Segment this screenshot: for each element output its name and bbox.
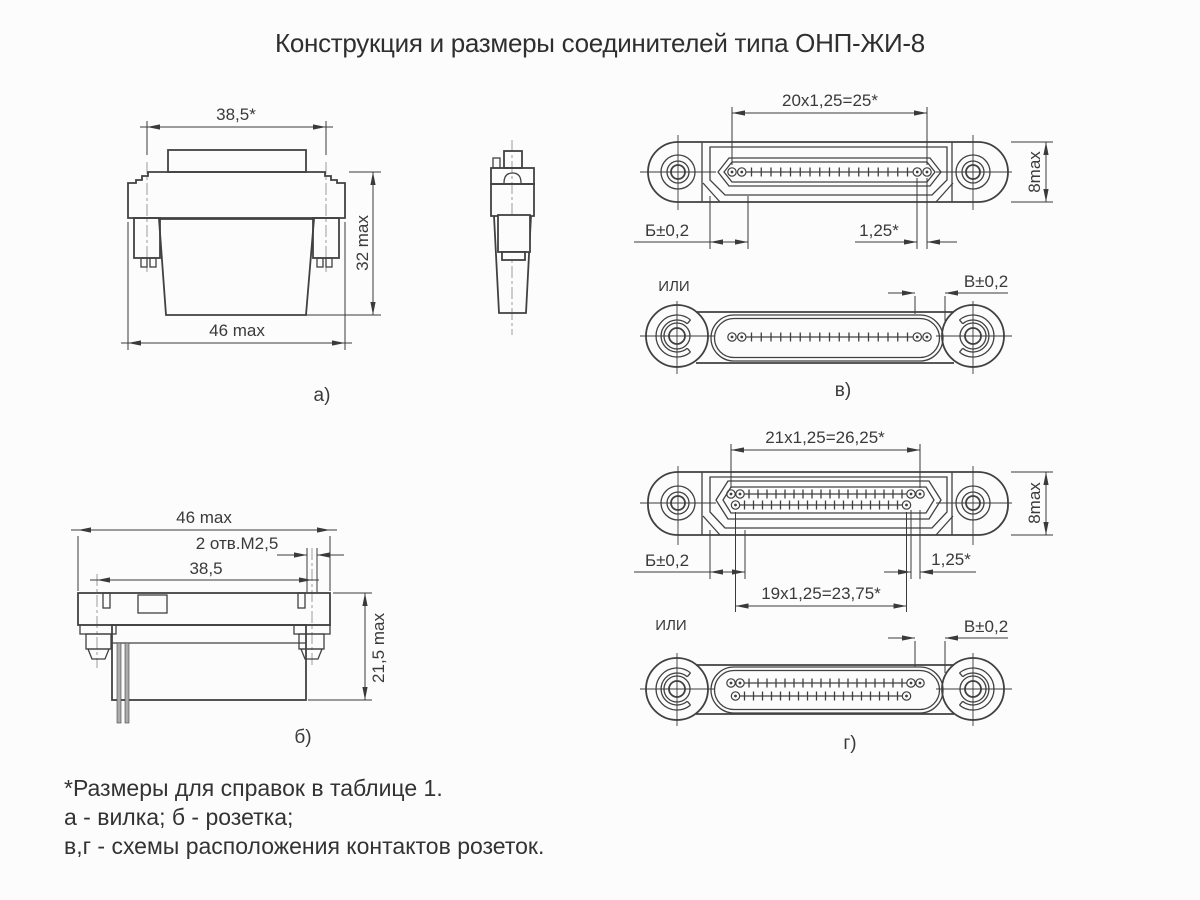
contact-row-g2-bottom	[731, 692, 910, 701]
contact-row-g1-bottom	[731, 501, 910, 510]
view-v-variant1	[634, 91, 1053, 249]
dim-v-v: В±0,2	[963, 272, 1009, 291]
dim-g-b: Б±0,2	[644, 551, 690, 570]
view-a-plug	[121, 105, 381, 406]
view-v-variant2	[640, 272, 1012, 401]
dim-a-height: 32 max	[353, 215, 372, 271]
view-side-plug	[491, 140, 534, 335]
dim-g-v: В±0,2	[963, 617, 1009, 636]
dim-b-holes: 2 отв.М2,5	[195, 534, 279, 553]
dim-g-height: 8max	[1025, 482, 1044, 524]
label-view-a: а)	[313, 385, 331, 406]
dim-b-height: 21,5 max	[369, 613, 388, 683]
contact-row-g2-top	[727, 679, 924, 688]
dim-v-pitch: 1,25*	[859, 221, 899, 240]
label-view-g: г)	[843, 733, 857, 754]
dim-v-b: Б±0,2	[644, 221, 690, 240]
footnotes	[64, 774, 544, 861]
view-g-variant2	[640, 617, 1012, 754]
dim-v-height: 8max	[1025, 151, 1044, 193]
dim-g-row-bottom: 19х1,25=23,75*	[761, 584, 881, 603]
contact-row-v2	[728, 333, 931, 342]
footnote-reference: *Размеры для справок в таблице 1.	[64, 775, 443, 801]
label-view-b: б)	[294, 727, 312, 748]
dim-v-row: 20х1,25=25*	[782, 91, 878, 110]
dim-b-span: 38,5	[189, 559, 223, 578]
dim-g-row-top: 21х1,25=26,25*	[765, 428, 885, 447]
footnote-plug-socket: а - вилка; б - розетка;	[64, 804, 294, 830]
or-label-v: ИЛИ	[658, 278, 690, 295]
or-label-g: ИЛИ	[655, 617, 687, 634]
view-g-variant1	[634, 428, 1053, 612]
dim-b-width: 46 max	[176, 508, 232, 527]
dim-a-top: 38,5*	[216, 105, 256, 124]
view-b-socket	[71, 508, 388, 748]
label-view-v: в)	[834, 380, 852, 401]
contact-row-g1-top	[727, 490, 924, 499]
page-title: Конструкция и размеры соединителей типа ОНП-ЖИ-8	[275, 28, 925, 58]
dim-a-width: 46 max	[209, 321, 265, 340]
contact-row-v1	[728, 168, 931, 177]
dim-g-pitch: 1,25*	[931, 550, 971, 569]
footnote-contact-layouts: в,г - схемы расположения контактов розеток.	[64, 833, 545, 859]
